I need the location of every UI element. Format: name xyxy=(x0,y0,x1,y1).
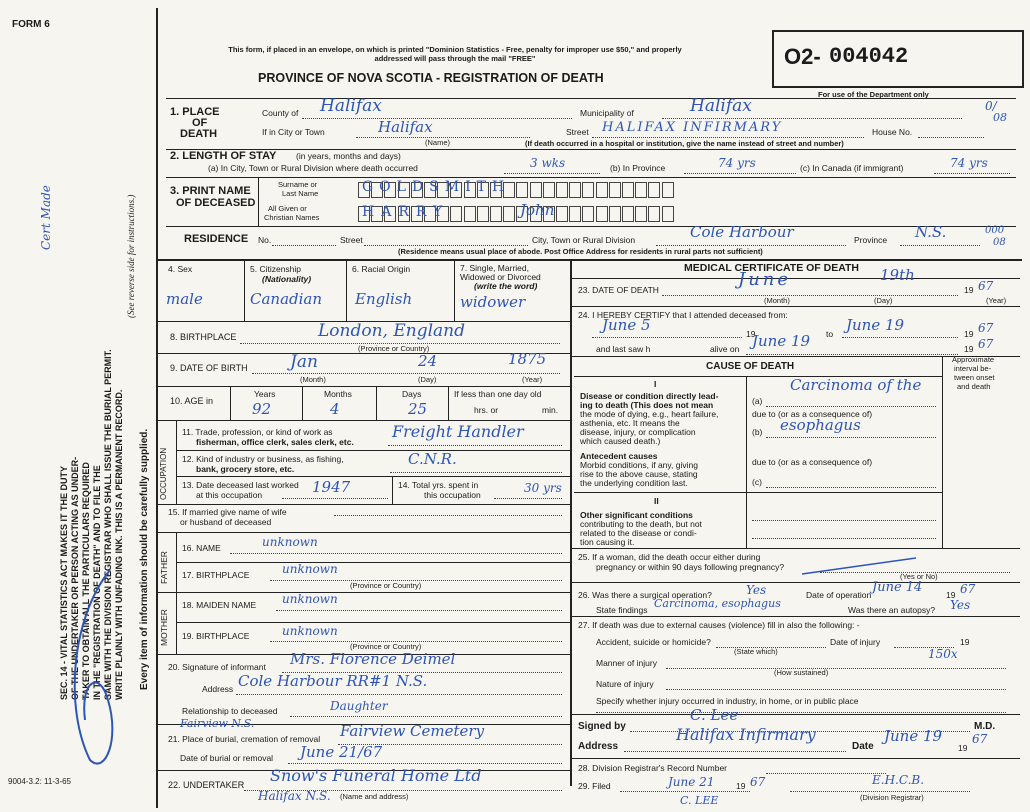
father-name-label: 16. NAME xyxy=(182,543,221,553)
due-to-2: due to (or as a consequence of) xyxy=(752,457,873,467)
municipality-value: Halifax xyxy=(690,96,752,116)
wife-label-1: 15. If married give name of wife xyxy=(168,507,287,517)
reg-record-label: 28. Division Registrar's Record Number xyxy=(578,763,728,773)
informant-sig-value: Mrs. Florence Deimel xyxy=(290,650,456,668)
code-150: 150x xyxy=(928,647,958,661)
medical-date-year-prefix: 19 xyxy=(958,743,968,753)
racial-value: English xyxy=(355,290,413,308)
mother-birth-label: 19. BIRTHPLACE xyxy=(182,631,250,641)
specify-label: Specify whether injury occurred in industry, in home, or in public place xyxy=(596,696,859,706)
disease-label-3: the mode of dying, e.g., heart failure, xyxy=(580,409,719,419)
dept-code-1: 0/ xyxy=(985,99,997,113)
registration-number-box xyxy=(772,30,1024,88)
burial-place-value: Fairview Cemetery xyxy=(340,722,485,740)
age-hrs-label: hrs. or xyxy=(474,405,499,415)
last-worked-label-1: 13. Date deceased last worked xyxy=(182,480,299,490)
total-yrs-label-1: 14. Total yrs. spent in xyxy=(398,480,479,490)
notice-line-4: IN THE "REGISTRATION OF DEATH" AND TO FILE THE xyxy=(92,465,102,700)
interval-label-2: interval be- xyxy=(954,364,992,373)
residence-code-2: 08 xyxy=(993,237,1006,248)
op-date-label: Date of operation xyxy=(806,590,872,600)
father-side-label: FATHER xyxy=(159,551,169,584)
name-char-box xyxy=(648,206,660,222)
medical-date-year: 67 xyxy=(972,732,988,746)
alive-on-label: alive on xyxy=(710,344,740,354)
cause-header: CAUSE OF DEATH xyxy=(706,361,795,372)
stay-a-label: (a) In City, Town or Rural Division where death occurred xyxy=(208,163,418,173)
notice-line-7: (See reverse side for instructions.) xyxy=(126,194,136,318)
undertaker-value: Snow's Funeral Home Ltd xyxy=(270,766,482,785)
external-label: 27. If death was due to external causes (violence) fill in also the following: - xyxy=(578,620,860,630)
residence-province-label: Province xyxy=(854,235,888,245)
name-char-box xyxy=(556,182,568,198)
informant-sig-label: 20. Signature of informant xyxy=(168,662,266,672)
mother-name-label: 18. MAIDEN NAME xyxy=(182,600,257,610)
citizenship-sub: (Nationality) xyxy=(262,274,312,284)
injury-date-label: Date of injury xyxy=(830,637,881,647)
stay-b-label: (b) In Province xyxy=(610,163,666,173)
birthplace-value: London, England xyxy=(318,321,465,341)
alive-year-prefix: 19 xyxy=(964,344,974,354)
autopsy-label: Was there an autopsy? xyxy=(848,605,936,615)
name-char-box xyxy=(464,206,476,222)
md-label: M.D. xyxy=(974,721,996,732)
residence-label: RESIDENCE xyxy=(184,233,249,245)
trade-label-2: fisherman, office clerk, sales clerk, etc. xyxy=(196,437,354,447)
total-yrs-label-2: this occupation xyxy=(424,490,481,500)
stay-sub: (in years, months and days) xyxy=(296,151,401,161)
name-char-box xyxy=(569,206,581,222)
residence-no-label: No. xyxy=(258,235,272,245)
street-value: HALIFAX INFIRMARY xyxy=(602,120,783,135)
reg-number: 004042 xyxy=(829,44,909,69)
notice-line-6: WRITE PLAINLY WITH UNFADING INK. THIS IS A PERMANENT RECORD. xyxy=(114,389,124,700)
hospital-note: (If death occurred in a hospital or institution, give the name instead of street and number) xyxy=(525,139,844,148)
bottom-stamp: C. LEE xyxy=(680,794,719,807)
residence-note: (Residence means usual place of abode. Post Office Address for residents in rural parts not sufficient) xyxy=(398,247,763,256)
dob-day: 24 xyxy=(418,352,438,370)
name-char-box xyxy=(477,206,489,222)
registrar-value: E.H.C.B. xyxy=(872,773,925,787)
other-label-4: tion causing it. xyxy=(580,537,635,547)
mother-side-label: MOTHER xyxy=(159,609,169,646)
industry-label-2: bank, grocery store, etc. xyxy=(196,464,295,474)
rule-top xyxy=(166,98,1016,99)
dod-month-label: (Month) xyxy=(764,296,790,305)
medical-date-label: Date xyxy=(852,741,874,752)
county-value: Halifax xyxy=(320,96,382,116)
dept-use-label: For use of the Department only xyxy=(818,90,929,99)
dob-label: 9. DATE OF BIRTH xyxy=(170,363,248,373)
certify-label: 24. I HEREBY CERTIFY that I attended deceased from: xyxy=(578,310,788,320)
age-years-value: 92 xyxy=(252,400,272,418)
certify-to-year: 67 xyxy=(978,321,994,335)
stay-label: 2. LENGTH OF STAY xyxy=(170,150,277,162)
injury-year-prefix: 19 xyxy=(960,637,970,647)
certify-from-year-prefix: 19 xyxy=(746,329,756,339)
informant-address-label: Address xyxy=(202,684,234,694)
citizenship-value: Canadian xyxy=(250,290,323,308)
section-1: I xyxy=(654,379,657,389)
disease-label-4: asthenia, etc. It means the xyxy=(580,418,680,428)
name-char-box xyxy=(582,206,594,222)
marital-label-2: Widowed or Divorced xyxy=(460,272,541,282)
name-char-box xyxy=(622,206,634,222)
preg-label-1: 25. If a woman, did the death occur either during xyxy=(578,552,761,562)
racial-label: 6. Racial Origin xyxy=(352,264,411,274)
name-char-box xyxy=(556,206,568,222)
age-days-value: 25 xyxy=(408,400,428,418)
cause-b-value: esophagus xyxy=(780,416,861,434)
age-days-label: Days xyxy=(402,389,422,399)
age-months-value: 4 xyxy=(330,400,340,418)
name-char-box xyxy=(516,182,528,198)
marital-label-3: (write the word) xyxy=(474,281,538,291)
stay-b-value: 74 yrs xyxy=(718,156,756,170)
medical-address-value: Halifax Infirmary xyxy=(676,725,816,744)
name-char-box xyxy=(622,182,634,198)
informant-relation-value: Daughter xyxy=(330,699,388,713)
trade-label-1: 11. Trade, profession, or kind of work as xyxy=(182,427,333,437)
mail-notice: This form, if placed in an envelope, on which is printed "Dominion Statistics - Free, penalty for improper use $50," and properly addressed will pass through the mail "FREE" xyxy=(228,45,682,64)
dod-year: 67 xyxy=(978,279,994,293)
name-char-box xyxy=(543,182,555,198)
dod-year-label: (Year) xyxy=(986,296,1007,305)
dob-year: 1875 xyxy=(508,350,547,368)
nature-label: Nature of injury xyxy=(596,679,654,689)
surname-label-1: Surname or xyxy=(278,180,318,189)
name-char-box xyxy=(490,206,502,222)
notice-line-5: SAME WITH THE DIVISION REGISTRAR WHO SHALL ISSUE THE BURIAL PERMIT. xyxy=(103,349,113,700)
name-char-box xyxy=(662,182,674,198)
undertaker-name-address-label: (Name and address) xyxy=(340,792,409,801)
op-year: 67 xyxy=(960,582,976,596)
name-char-box xyxy=(662,206,674,222)
mother-prov-label: (Province or Country) xyxy=(350,642,422,651)
residence-code-1: 000 xyxy=(985,225,1005,236)
industry-value: C.N.R. xyxy=(408,450,457,468)
disease-label-1: Disease or condition directly lead- xyxy=(580,391,719,401)
burial-date-value: June 21/67 xyxy=(300,743,383,761)
industry-label-1: 12. Kind of industry or business, as fishing, xyxy=(182,454,344,464)
dob-year-label: (Year) xyxy=(522,375,543,384)
name-char-box xyxy=(596,206,608,222)
residence-city-value: Cole Harbour xyxy=(690,223,794,241)
stay-c-value: 74 yrs xyxy=(950,156,988,170)
father-birth-value: unknown xyxy=(282,562,338,576)
name-label-1: 3. PRINT NAME xyxy=(170,185,251,197)
section-2: II xyxy=(654,496,659,506)
city-label: If in City or Town xyxy=(262,127,325,137)
disease-label-6: which caused death.) xyxy=(580,436,661,446)
name-char-box xyxy=(503,206,515,222)
given-label-2: Christian Names xyxy=(264,213,320,222)
place-label-1: 1. PLACE xyxy=(170,106,220,118)
street-label: Street xyxy=(566,127,589,137)
dod-day: 19th xyxy=(880,266,915,284)
margin-flourish xyxy=(60,560,140,780)
filed-label: 29. Filed xyxy=(578,781,611,791)
surname-label-2: Last Name xyxy=(282,189,319,198)
name-char-box xyxy=(635,206,647,222)
surgery-label: 26. Was there a surgical operation? xyxy=(578,590,712,600)
how-sustained-label: (How sustained) xyxy=(774,668,829,677)
city-value: Halifax xyxy=(378,118,433,136)
alive-on-value: June 19 xyxy=(752,332,811,350)
name-char-box xyxy=(569,182,581,198)
name-char-box xyxy=(582,182,594,198)
residence-province-value: N.S. xyxy=(915,223,947,241)
marital-value: widower xyxy=(460,293,526,311)
last-worked-value: 1947 xyxy=(312,478,351,496)
certify-to: June 19 xyxy=(846,316,905,334)
manner-label: Manner of injury xyxy=(596,658,657,668)
dod-month: June xyxy=(738,269,792,290)
marital-label-1: 7. Single, Married, xyxy=(460,263,529,273)
op-year-prefix: 19 xyxy=(946,590,956,600)
occupation-side-label: OCCUPATION xyxy=(159,447,168,500)
age-min-label: min. xyxy=(542,405,559,415)
margin-note: Cert Made xyxy=(39,185,53,250)
disease-label-2: ing to death (This does not mean xyxy=(580,400,714,410)
name-char-box xyxy=(609,182,621,198)
antecedent-label-2: Morbid conditions, if any, giving xyxy=(580,460,698,470)
given-label-1: All Given or xyxy=(268,204,307,213)
birthplace-sub: (Province or Country) xyxy=(358,344,430,353)
other-label-2: contributing to the death, but not xyxy=(580,519,702,529)
notice-line-8: Every item of information should be carefully supplied. xyxy=(139,428,150,690)
undertaker-address-value: Halifax N.S. xyxy=(258,789,331,803)
center-divider xyxy=(570,259,572,786)
name-char-box xyxy=(635,182,647,198)
cause-a-value: Carcinoma of the xyxy=(790,376,922,394)
total-yrs-value: 30 yrs xyxy=(524,481,562,495)
surname-value: GOLDSMITH xyxy=(362,179,511,195)
dob-day-label: (Day) xyxy=(418,375,437,384)
other-label-3: related to the disease or condi- xyxy=(580,528,697,538)
sex-label: 4. Sex xyxy=(168,264,193,274)
father-birth-label: 17. BIRTHPLACE xyxy=(182,570,250,580)
cause-b-label: (b) xyxy=(752,427,763,437)
birthplace-label: 8. BIRTHPLACE xyxy=(170,332,237,342)
form-number: FORM 6 xyxy=(12,19,50,30)
cause-a-label: (a) xyxy=(752,396,763,406)
print-code: 9004-3.2: 11-3-65 xyxy=(8,777,72,786)
antecedent-label-1: Antecedent causes xyxy=(580,451,658,461)
father-prov-label: (Province or Country) xyxy=(350,581,422,590)
disease-label-5: disease, injury, or complication xyxy=(580,427,696,437)
alive-year: 67 xyxy=(978,337,994,351)
dob-month: Jan xyxy=(290,352,318,372)
burial-date-label: Date of burial or removal xyxy=(180,753,274,763)
filed-value: June 21 xyxy=(668,775,715,789)
form-title: PROVINCE OF NOVA SCOTIA - REGISTRATION OF DEATH xyxy=(258,71,604,85)
interval-label-1: Approximate xyxy=(952,355,995,364)
sex-value: male xyxy=(166,290,203,308)
other-label-1: Other significant conditions xyxy=(580,510,693,520)
city-name-label: (Name) xyxy=(425,138,451,147)
medical-date-value: June 19 xyxy=(884,727,943,745)
reg-prefix: O2- xyxy=(784,44,821,69)
notice-line-2: OF THE UNDERTAKER OR PERSON ACTING AS UNDER- xyxy=(70,456,80,700)
residence-city-label: City, Town or Rural Division xyxy=(532,235,636,245)
age-label: 10. AGE in xyxy=(170,396,214,406)
name-char-box xyxy=(530,182,542,198)
dod-day-label: (Day) xyxy=(874,296,893,305)
filed-year: 67 xyxy=(750,775,766,789)
dod-label: 23. DATE OF DEATH xyxy=(578,285,659,295)
autopsy-value: Yes xyxy=(950,598,971,612)
op-date-value: June 14 xyxy=(872,580,923,595)
given-value-2: John xyxy=(520,201,555,219)
findings-label: State findings xyxy=(596,605,648,615)
name-char-box xyxy=(609,206,621,222)
informant-address-value: Cole Harbour RR#1 N.S. xyxy=(238,672,428,690)
due-to-1: due to (or as a consequence of) xyxy=(752,409,873,419)
burial-place-label: 21. Place of burial, cremation of removal xyxy=(168,734,321,744)
left-margin-rule xyxy=(156,8,158,808)
signed-by-label: Signed by xyxy=(578,721,626,732)
burial-place-note: Fairview N.S. xyxy=(180,717,255,730)
medical-address-label: Address xyxy=(578,741,619,752)
certify-from: June 5 xyxy=(602,316,651,334)
citizenship-label: 5. Citizenship xyxy=(250,264,302,274)
stay-a-value: 3 wks xyxy=(530,156,566,170)
preg-label-2: pregnancy or within 90 days following pregnancy? xyxy=(596,562,785,572)
given-value: HARRY xyxy=(362,204,450,220)
age-lt-day-label: If less than one day old xyxy=(454,389,542,399)
dod-year-prefix: 19 xyxy=(964,285,974,295)
wife-label-2: or husband of deceased xyxy=(180,517,272,527)
place-label-2: OF xyxy=(192,117,208,129)
state-which-label: (State which) xyxy=(734,647,778,656)
accident-label: Accident, suicide or homicide? xyxy=(596,637,711,647)
mother-birth-value: unknown xyxy=(282,624,338,638)
undertaker-label: 22. UNDERTAKER xyxy=(168,780,245,790)
last-worked-label-2: at this occupation xyxy=(196,490,263,500)
antecedent-label-4: the underlying condition last. xyxy=(580,478,688,488)
registrar-label: (Division Registrar) xyxy=(860,793,924,802)
place-label-3: DEATH xyxy=(180,128,218,140)
notice-line-1: SEC. 14 - VITAL STATISTICS ACT MAKES IT THE DUTY xyxy=(59,465,69,700)
name-char-box xyxy=(648,182,660,198)
informant-relation-label: Relationship to deceased xyxy=(182,706,278,716)
house-label: House No. xyxy=(872,127,913,137)
residence-street-label: Street xyxy=(340,235,363,245)
name-label-2: OF DECEASED xyxy=(176,197,256,209)
interval-label-3: tween onset xyxy=(954,373,995,382)
name-char-box xyxy=(450,206,462,222)
antecedent-label-3: rise to the above cause, stating xyxy=(580,469,698,479)
certify-to-label: to xyxy=(826,329,834,339)
dept-code-2: 08 xyxy=(993,111,1007,124)
trade-value: Freight Handler xyxy=(392,422,524,441)
yes-no-label: (Yes or No) xyxy=(900,572,938,581)
certify-to-year-prefix: 19 xyxy=(964,329,974,339)
mother-name-value: unknown xyxy=(282,592,338,606)
municipality-label: Municipality of xyxy=(580,108,634,118)
interval-label-4: and death xyxy=(957,382,991,391)
notice-line-3: TAKER TO OBTAIN ALL THE PARTICULARS REQUIRED xyxy=(81,462,91,700)
findings-value: Carcinoma, esophagus xyxy=(654,597,781,610)
last-saw-label: and last saw h xyxy=(596,344,651,354)
name-char-box xyxy=(596,182,608,198)
stay-c-label: (c) In Canada (if immigrant) xyxy=(800,163,904,173)
cause-c-label: (c) xyxy=(752,477,762,487)
age-years-label: Years xyxy=(254,389,276,399)
surgery-value: Yes xyxy=(746,583,767,597)
age-months-label: Months xyxy=(324,389,352,399)
county-label: County of xyxy=(262,108,299,118)
signed-by-value: C. Lee xyxy=(690,706,739,724)
dob-month-label: (Month) xyxy=(300,375,326,384)
filed-year-prefix: 19 xyxy=(736,781,746,791)
father-name-value: unknown xyxy=(262,535,318,549)
medical-header: MEDICAL CERTIFICATE OF DEATH xyxy=(684,262,859,274)
